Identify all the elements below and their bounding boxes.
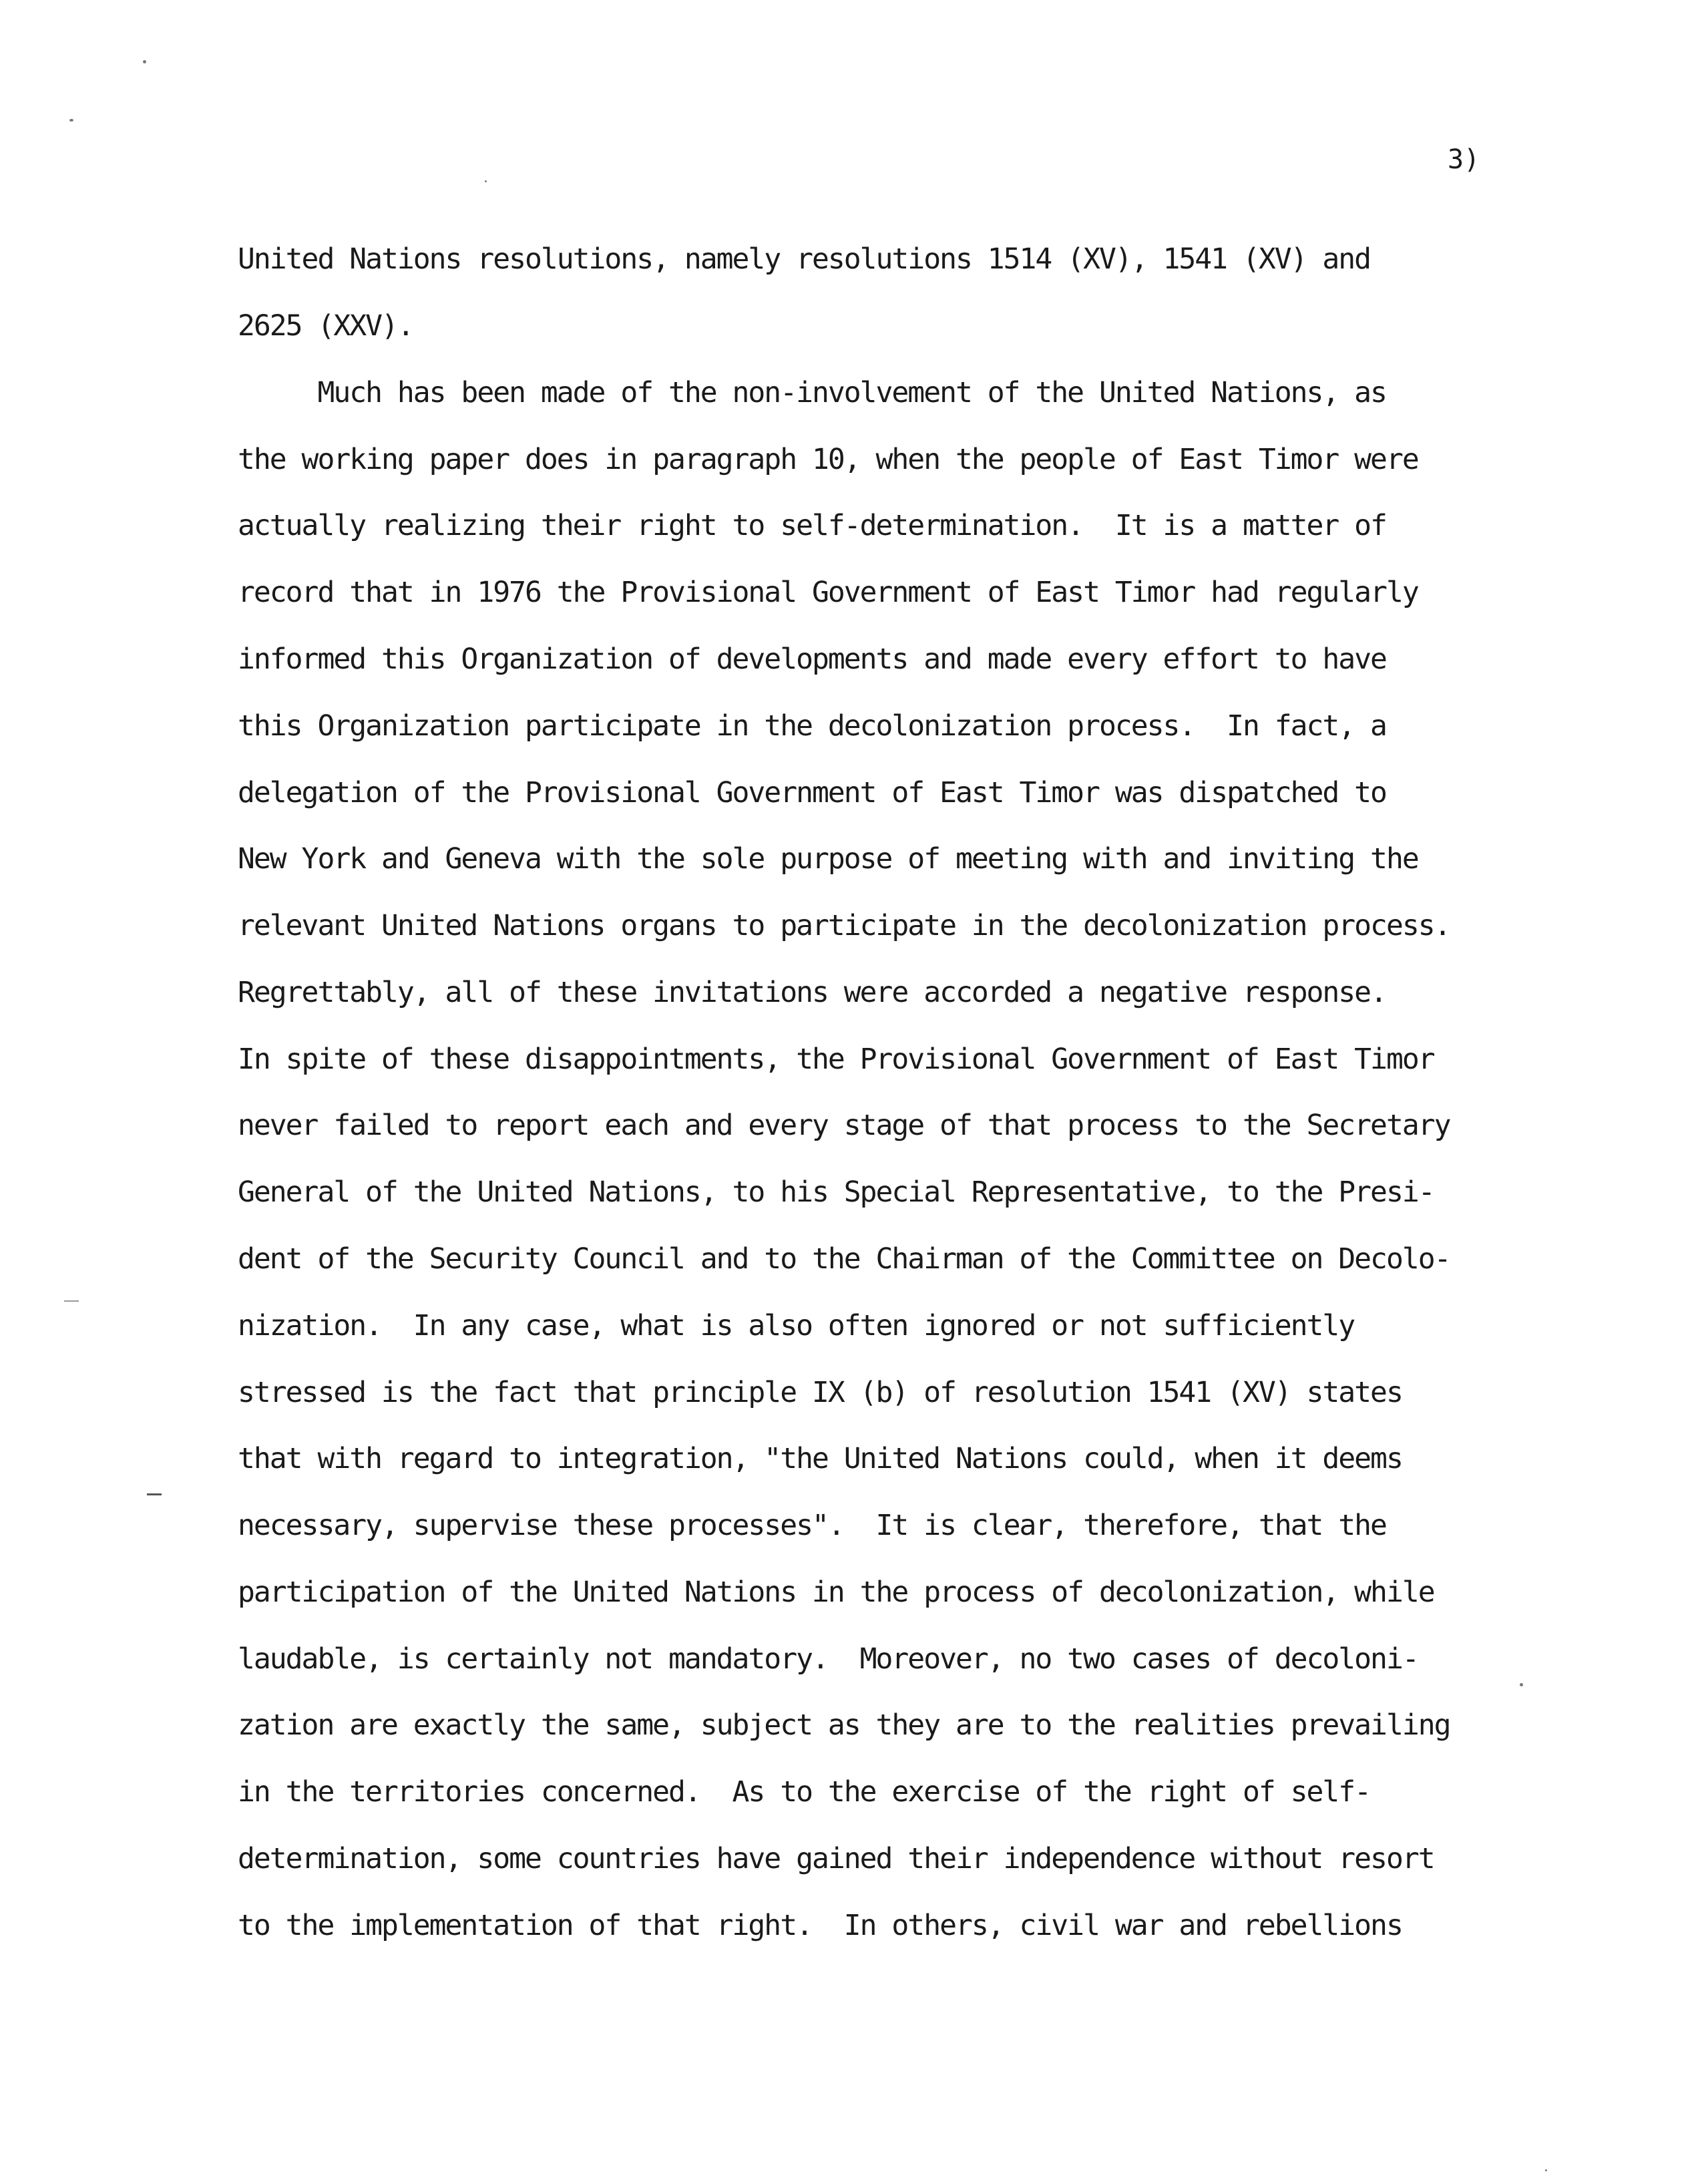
text-line: United Nations resolutions, namely resolutions 1514 (XV), 1541 (XV) and	[238, 242, 1371, 276]
scan-speck	[147, 1493, 162, 1495]
scan-speck	[485, 180, 487, 182]
text-line: in the territories concerned. As to the exercise of the right of self-	[238, 1775, 1371, 1809]
text-line: Regrettably, all of these invitations were accorded a negative response.	[238, 976, 1386, 1009]
text-line: informed this Organization of developments and made every effort to have	[238, 643, 1386, 676]
scan-speck	[1520, 1683, 1523, 1686]
text-line: the working paper does in paragraph 10, when the people of East Timor were	[238, 443, 1418, 476]
text-line: stressed is the fact that principle IX (b) of resolution 1541 (XV) states	[238, 1376, 1402, 1409]
text-line: dent of the Security Council and to the Chairman of the Committee on Decolo-	[238, 1242, 1450, 1276]
text-line: zation are exactly the same, subject as they are to the realities prevailing	[238, 1708, 1450, 1742]
text-line: determination, some countries have gained their independence without resort	[238, 1842, 1434, 1875]
text-line: actually realizing their right to self-determination. It is a matter of	[238, 509, 1386, 542]
text-line: Much has been made of the non-involvement of the United Nations, as	[238, 376, 1386, 409]
text-line: record that in 1976 the Provisional Government of East Timor had regularly	[238, 576, 1418, 609]
text-line: necessary, supervise these processes". It is clear, therefore, that the	[238, 1509, 1386, 1542]
text-line: laudable, is certainly not mandatory. Moreover, no two cases of decoloni-	[238, 1642, 1418, 1676]
text-line: General of the United Nations, to his Special Representative, to the Presi-	[238, 1175, 1434, 1209]
text-line: that with regard to integration, "the United Nations could, when it deems	[238, 1442, 1402, 1475]
text-line: to the implementation of that right. In others, civil war and rebellions	[238, 1909, 1402, 1942]
text-line: never failed to report each and every stage of that process to the Secretary	[238, 1109, 1450, 1142]
text-line: 2625 (XXV).	[238, 309, 413, 343]
text-line: New York and Geneva with the sole purpose of meeting with and inviting the	[238, 842, 1418, 876]
page-number: 3)	[1448, 144, 1480, 175]
text-line: relevant United Nations organs to participate in the decolonization process.	[238, 909, 1450, 942]
scan-speck	[64, 1300, 79, 1302]
scan-speck	[69, 119, 73, 122]
text-line: participation of the United Nations in the process of decolonization, while	[238, 1576, 1434, 1609]
scan-speck	[143, 60, 146, 63]
text-line: In spite of these disappointments, the Provisional Government of East Timor	[238, 1043, 1434, 1076]
text-line: this Organization participate in the decolonization process. In fact, a	[238, 709, 1386, 743]
scan-speck	[1545, 2169, 1547, 2171]
text-line: nization. In any case, what is also often ignored or not sufficiently	[238, 1309, 1355, 1342]
text-line: delegation of the Provisional Government of East Timor was dispatched to	[238, 776, 1386, 809]
